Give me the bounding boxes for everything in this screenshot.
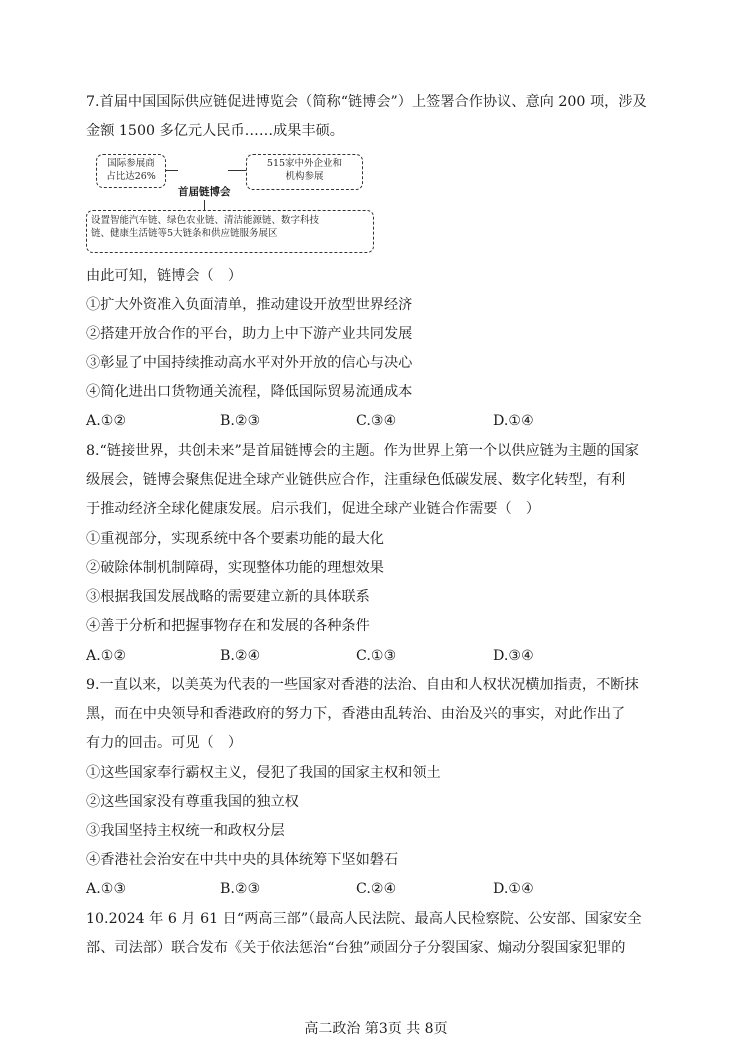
diagram-text: 占比达26% — [106, 171, 156, 182]
q8-item-4: ④善于分析和把握事物存在和发展的各种条件 — [86, 618, 370, 634]
option-d: D.③④ — [493, 648, 534, 664]
q7-item-1: ①扩大外资准入负面清单，推动建设开放型世界经济 — [86, 297, 413, 313]
q7-diagram — [86, 150, 376, 256]
q9-item-4: ④香港社会治安在中共中央的具体统筹下坚如磐石 — [86, 852, 399, 868]
option-d: D.①④ — [493, 413, 534, 429]
q8-stem-line-2: 级展会，链博会聚焦促进全球产业链供应合作，注重绿色低碳发展、数字化转型，有利 — [86, 472, 626, 488]
option-b: B.②④ — [220, 648, 261, 664]
q7-item-2: ②搭建开放合作的平台，助力上中下游产业共同发展 — [86, 326, 413, 342]
option-c: C.②④ — [356, 881, 397, 897]
option-a: A.①③ — [86, 881, 127, 897]
diagram-connector — [166, 170, 178, 171]
diagram-text: 机构参展 — [285, 171, 324, 182]
q8-stem-line-1: 8.“链接世界，共创未来”是首届链博会的主题。作为世界上第一个以供应链为主题的国家 — [86, 443, 639, 459]
q9-item-2: ②这些国家没有尊重我国的独立权 — [86, 794, 299, 810]
option-a: A.①② — [86, 648, 127, 664]
option-c: C.①③ — [356, 648, 397, 664]
q8-item-3: ③根据我国发展战略的需要建立新的具体联系 — [86, 589, 370, 605]
q7-item-4: ④简化进出口货物通关流程，降低国际贸易流通成本 — [86, 384, 413, 400]
page-footer: 高二政治 第3页 共 8页 — [304, 1021, 448, 1037]
option-b: B.②③ — [220, 413, 261, 429]
q7-question: 由此可知，链博会（ ） — [86, 268, 243, 284]
option-d: D.①④ — [493, 881, 534, 897]
q9-item-1: ①这些国家奉行霸权主义，侵犯了我国的国家主权和领土 — [86, 765, 441, 781]
diagram-text: 设置智能汽车链、绿色农业链、清洁能源链、数字科技 — [91, 215, 320, 226]
option-b: B.②③ — [220, 881, 261, 897]
q7-item-3: ③彰显了中国持续推动高水平对外开放的信心与决心 — [86, 355, 413, 371]
diagram-box-chains — [86, 210, 374, 253]
q9-stem-line-1: 9.一直以来，以美英为代表的一些国家对香港的法治、自由和人权状况横加指责，不断抹 — [86, 677, 639, 693]
q8-stem-line-3: 于推动经济全球化健康发展。启示我们，促进全球产业链合作需要（ ） — [86, 501, 541, 517]
q8-item-1: ①重视部分，实现系统中各个要素功能的最大化 — [86, 531, 384, 547]
diagram-box-exhibitors-ratio — [96, 154, 166, 188]
q10-stem-line-1: 10.2024 年 6 月 61 日“两高三部”（最高人民法院、最高人民检察院、公安部、国家安全 — [86, 911, 642, 927]
q9-stem-line-2: 黑，而在中央领导和香港政府的努力下，香港由乱转治、由治及兴的事实，对此作出了 — [86, 706, 626, 722]
diagram-text: 515家中外企业和 — [266, 158, 343, 169]
diagram-center-label: 首届链博会 — [178, 186, 231, 198]
diagram-text: 国际参展商 — [107, 158, 155, 169]
q9-item-3: ③我国坚持主权统一和政权分层 — [86, 823, 285, 839]
option-c: C.③④ — [356, 413, 397, 429]
q9-stem-line-3: 有力的回击。可见（ ） — [86, 735, 243, 751]
diagram-connector — [204, 200, 205, 210]
diagram-text: 链、健康生活链等5大链条和供应链服务展区 — [91, 228, 278, 239]
diagram-connector — [228, 170, 246, 171]
option-a: A.①② — [86, 413, 127, 429]
diagram-box-enterprises — [246, 154, 363, 190]
q10-stem-line-2: 部、司法部）联合发布《关于依法惩治“台独”顽固分子分裂国家、煽动分裂国家犯罪的 — [86, 940, 626, 956]
q8-item-2: ②破除体制机制障碍，实现整体功能的理想效果 — [86, 560, 384, 576]
q7-stem-line-1: 7.首届中国国际供应链促进博览会（简称“链博会”）上签署合作协议、意向 200 项，涉及 — [86, 94, 647, 110]
q7-stem-line-2: 金额 1500 多亿元人民币……成果丰硕。 — [86, 123, 344, 139]
